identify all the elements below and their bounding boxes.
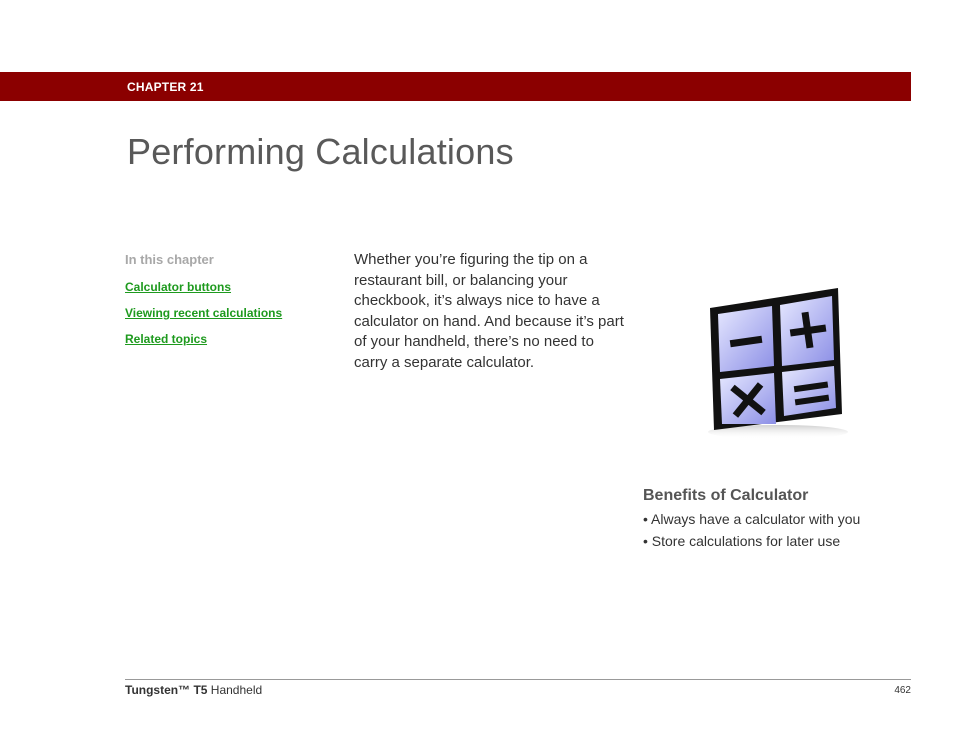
benefit-item: • Store calculations for later use (643, 533, 841, 549)
link-viewing-recent-calculations[interactable]: Viewing recent calculations (125, 306, 283, 320)
benefits-title: Benefits of Calculator (643, 487, 809, 504)
page-title: Performing Calculations (127, 131, 514, 172)
chapter-label: CHAPTER 21 (127, 80, 204, 94)
chapter-header-bar (0, 72, 911, 101)
in-this-chapter-heading: In this chapter (125, 252, 214, 267)
benefit-item: • Always have a calculator with you (643, 511, 861, 527)
calculator-icon (700, 282, 850, 442)
intro-paragraph: Whether you’re figuring the tip on a restaurant bill, or balancing your checkbook, it’s always nice to have a calculator on hand. And because it’s part of your handheld, there’s no need to carry a separate calculator. (354, 251, 624, 371)
footer-divider (125, 679, 911, 680)
footer-product-suffix: Handheld (207, 683, 263, 697)
page-number: 462 (894, 685, 911, 696)
link-calculator-buttons[interactable]: Calculator buttons (125, 280, 232, 294)
footer-product-name (125, 683, 262, 697)
footer-product-brand: Tungsten™ T5 (125, 683, 208, 697)
benefits-box (643, 487, 913, 552)
in-this-chapter (125, 252, 335, 358)
link-related-topics[interactable]: Related topics (125, 332, 208, 346)
